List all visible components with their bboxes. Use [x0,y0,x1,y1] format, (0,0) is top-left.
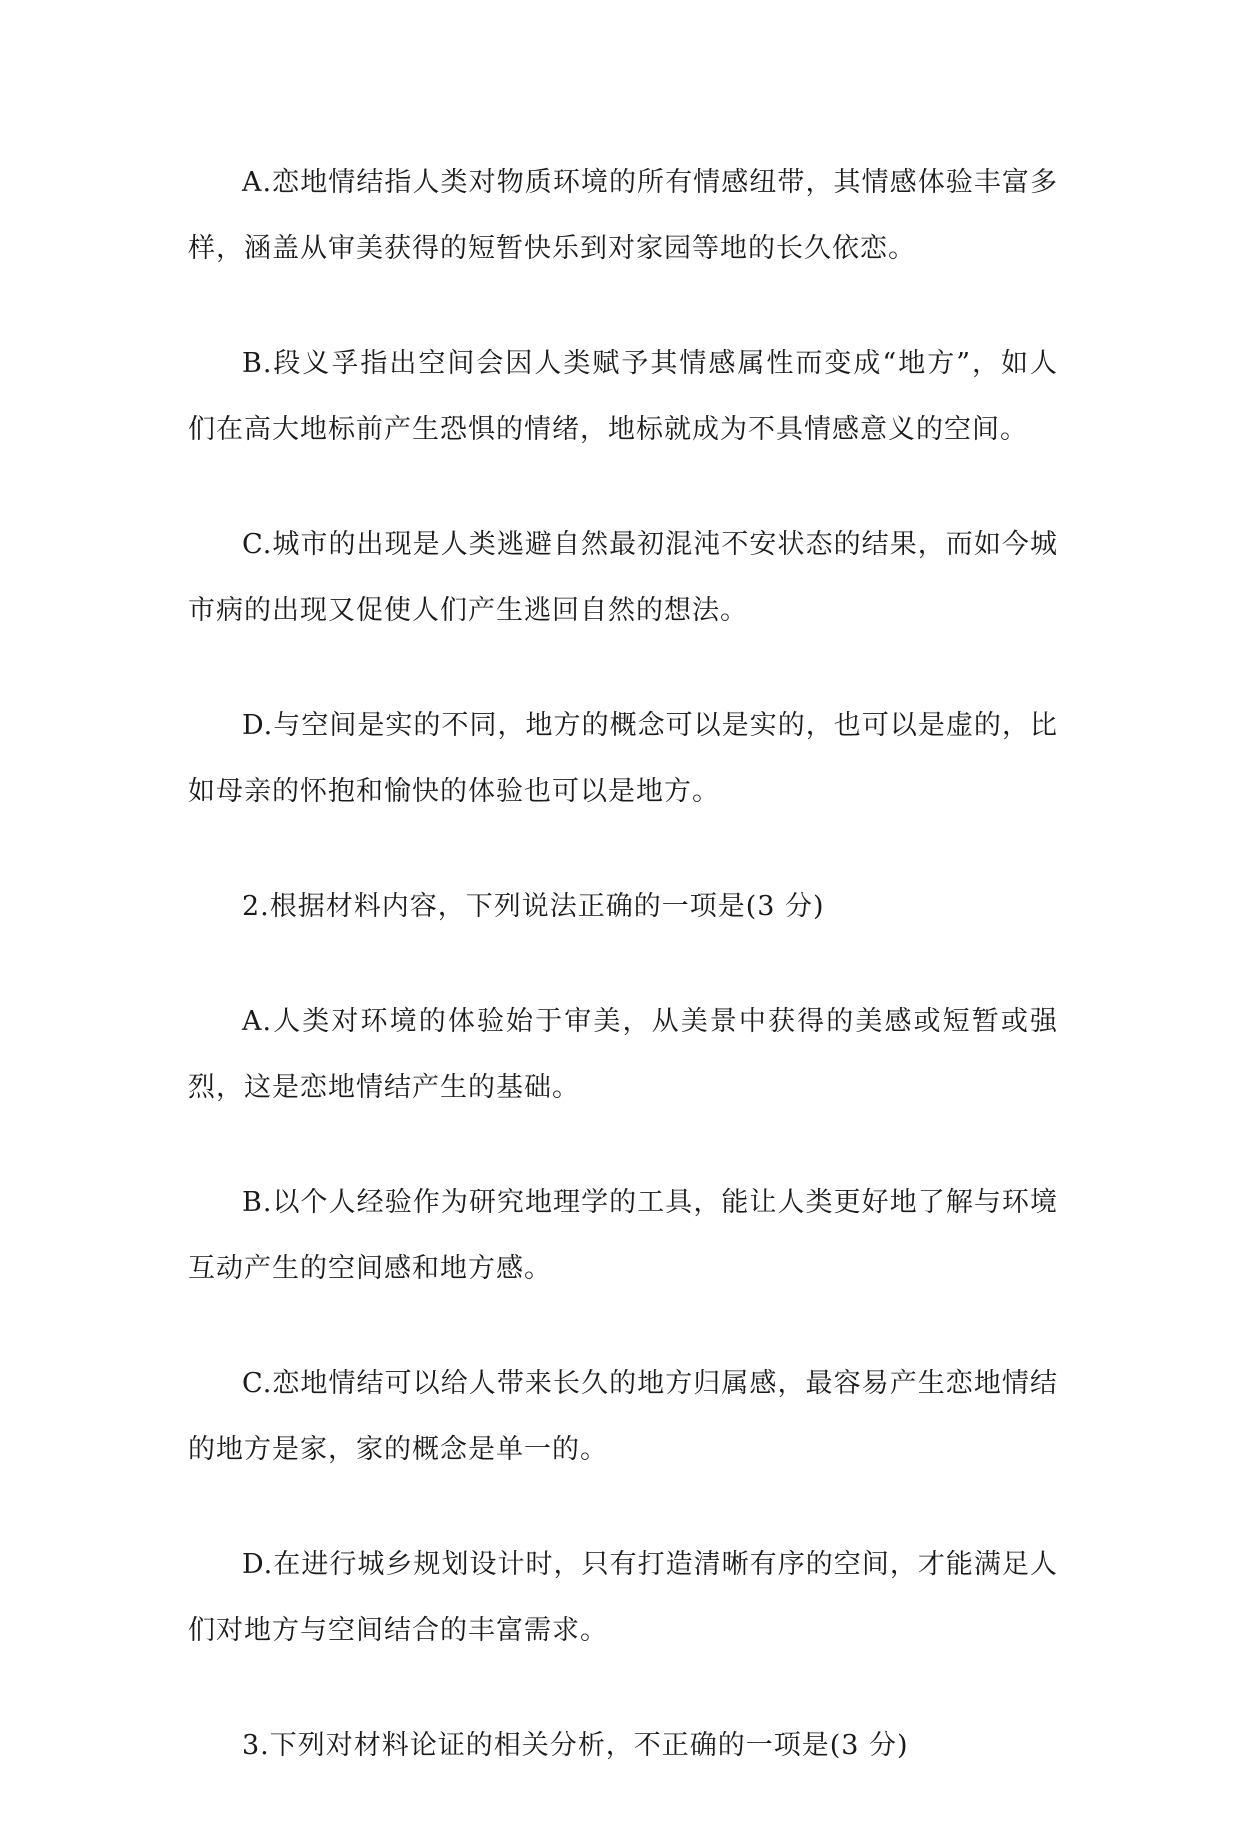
option-b-q1: B.段义孚指出空间会因人类赋予其情感属性而变成“地方”，如人们在高大地标前产生恐惧的情绪，地标就成为不具情感意义的空间。 [188,348,1058,445]
option-a-q1: A.恋地情结指人类对物质环境的所有情感纽带，其情感体验丰富多样，涵盖从审美获得的短暂快乐到对家园等地的长久依恋。 [188,167,1058,264]
option-a-q2: A.人类对环境的体验始于审美，从美景中获得的美感或短暂或强烈，这是恋地情结产生的基础。 [188,1006,1058,1103]
option-d-q1: D.与空间是实的不同，地方的概念可以是实的，也可以是虚的，比如母亲的怀抱和愉快的体验也可以是地方。 [188,710,1058,807]
option-d-q2: D.在进行城乡规划设计时，只有打造清晰有序的空间，才能满足人们对地方与空间结合的丰富需求。 [188,1549,1058,1646]
option-c-q1: C.城市的出现是人类逃避自然最初混沌不安状态的结果，而如今城市病的出现又促使人们产生逃回自然的想法。 [188,529,1058,626]
document-page [188,150,1058,1828]
option-b-q2: B.以个人经验作为研究地理学的工具，能让人类更好地了解与环境互动产生的空间感和地方感。 [188,1187,1058,1284]
question-3: 3.下列对材料论证的相关分析，不正确的一项是(3 分) [242,1730,909,1761]
question-2: 2.根据材料内容，下列说法正确的一项是(3 分) [242,891,825,922]
option-c-q2: C.恋地情结可以给人带来长久的地方归属感，最容易产生恋地情结的地方是家，家的概念是单一的。 [188,1368,1058,1465]
